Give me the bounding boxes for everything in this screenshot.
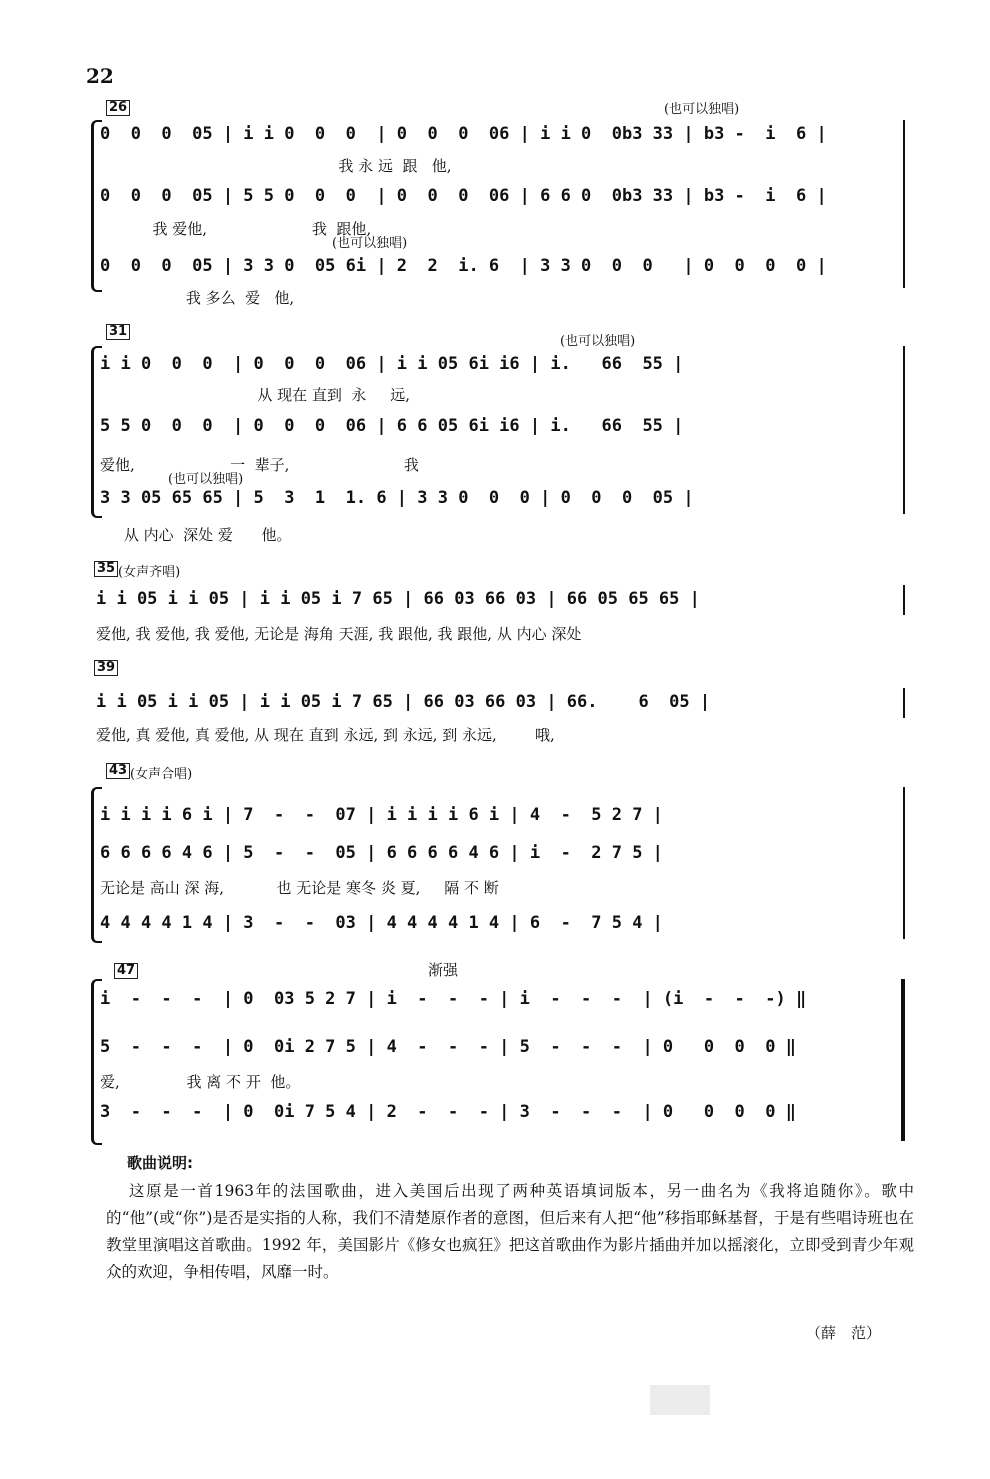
page-number: 22 — [86, 64, 114, 88]
staff-notes: 3 - - - | 0 0i 7 5 4 | 2 - - - | 3 - - - | 0 0 0 0 ‖ — [100, 1102, 796, 1122]
staff-lyrics: 爱, 我 离 不 开 他。 — [100, 1073, 301, 1091]
voice-annotation: (女声齐唱) — [118, 565, 181, 580]
description-title: 歌曲说明: — [127, 1154, 193, 1172]
staff-notes: 3 3 05 65 65 | 5 3 1 1. 6 | 3 3 0 0 0 | 0 0 0 05 | — [100, 488, 694, 508]
solo-annotation: (也可以独唱) — [168, 472, 244, 487]
end-barline — [903, 585, 905, 615]
scan-smudge — [640, 1365, 730, 1425]
staff-notes: 5 - - - | 0 0i 2 7 5 | 4 - - - | 5 - - - | 0 0 0 0 ‖ — [100, 1037, 796, 1057]
measure-number: 35 — [94, 561, 118, 577]
measure-number: 26 — [106, 100, 130, 116]
solo-annotation: (也可以独唱) — [560, 334, 636, 349]
final-barline — [901, 979, 905, 1141]
staff-lyrics: 我 爱他, 我 跟他, — [100, 220, 372, 238]
measure-number: 39 — [94, 660, 118, 676]
staff-notes: 6 6 6 6 4 6 | 5 - - 05 | 6 6 6 6 4 6 | i - 2 7 5 | — [100, 843, 663, 863]
staff-lyrics: 无论是 高山 深 海, 也 无论是 寒冬 炎 夏, 隔 不 断 — [100, 879, 499, 897]
dynamic-marking: 渐强 — [428, 961, 459, 979]
measure-number: 31 — [106, 324, 130, 340]
staff-lyrics: 爱他, 真 爱他, 真 爱他, 从 现在 直到 永远, 到 永远, 到 永远, 哦, — [96, 726, 555, 744]
staff-notes: i i 0 0 0 | 0 0 0 06 | i i 05 6i i6 | i. 66 55 | — [100, 354, 684, 374]
end-barline — [903, 346, 905, 514]
staff-notes: 0 0 0 05 | 5 5 0 0 0 | 0 0 0 06 | 6 6 0 0b3 33 | b3 - i 6 | — [100, 186, 827, 206]
staff-lyrics: 我 永 远 跟 他, — [100, 157, 452, 175]
measure-number: 47 — [114, 963, 138, 979]
staff-notes: i i 05 i i 05 | i i 05 i 7 65 | 66 03 66 03 | 66 05 65 65 | — [96, 589, 700, 609]
end-barline — [903, 688, 905, 718]
staff-notes: 4 4 4 4 1 4 | 3 - - 03 | 4 4 4 4 1 4 | 6 - 7 5 4 | — [100, 913, 663, 933]
end-barline — [903, 787, 905, 939]
staff-notes: i i 05 i i 05 | i i 05 i 7 65 | 66 03 66 03 | 66. 6 05 | — [96, 692, 711, 712]
measure-number: 43 — [106, 763, 130, 779]
staff-notes: i i i i 6 i | 7 - - 07 | i i i i 6 i | 4 - 5 2 7 | — [100, 805, 663, 825]
staff-lyrics: 爱他, 一 辈子, 我 — [100, 456, 419, 474]
staff-lyrics: 爱他, 我 爱他, 我 爱他, 无论是 海角 天涯, 我 跟他, 我 跟他, 从 内心 深处 — [96, 625, 582, 643]
staff-notes: i - - - | 0 03 5 2 7 | i - - - | i - - - | (i - - -) ‖ — [100, 989, 807, 1009]
end-barline — [903, 120, 905, 288]
staff-notes: 0 0 0 05 | 3 3 0 05 6i | 2 2 i. 6 | 3 3 0 0 0 | 0 0 0 0 | — [100, 256, 827, 276]
staff-lyrics: 我 多么 爱 他, — [100, 289, 295, 307]
author-credit: （薛 范） — [806, 1324, 882, 1342]
staff-notes: 5 5 0 0 0 | 0 0 0 06 | 6 6 05 6i i6 | i. 66 55 | — [100, 416, 684, 436]
solo-annotation: (也可以独唱) — [332, 236, 408, 251]
staff-lyrics: 从 内心 深处 爱 他。 — [100, 526, 292, 544]
staff-notes: 0 0 0 05 | i i 0 0 0 | 0 0 0 06 | i i 0 0b3 33 | b3 - i 6 | — [100, 124, 827, 144]
voice-annotation: (女声合唱) — [130, 767, 193, 782]
staff-lyrics: 从 现在 直到 永 远, — [100, 386, 411, 404]
solo-annotation: (也可以独唱) — [664, 102, 740, 117]
description-text: 这原是一首1963年的法国歌曲，进入美国后出现了两种英语填词版本，另一曲名为《我将追随你》。歌中的“他”(或“你”)是否是实指的人称，我们不清楚原作者的意图，但后来有人把“他”移指耶稣基督，于是有些唱诗班也在教堂里演唱这首歌曲。1992 年，美国影片《修女也疯狂》把这首歌曲作为影片插曲并加以摇滚化，立即受到青少年观众的欢迎，争相传唱，风靡一时。 — [106, 1182, 914, 1281]
